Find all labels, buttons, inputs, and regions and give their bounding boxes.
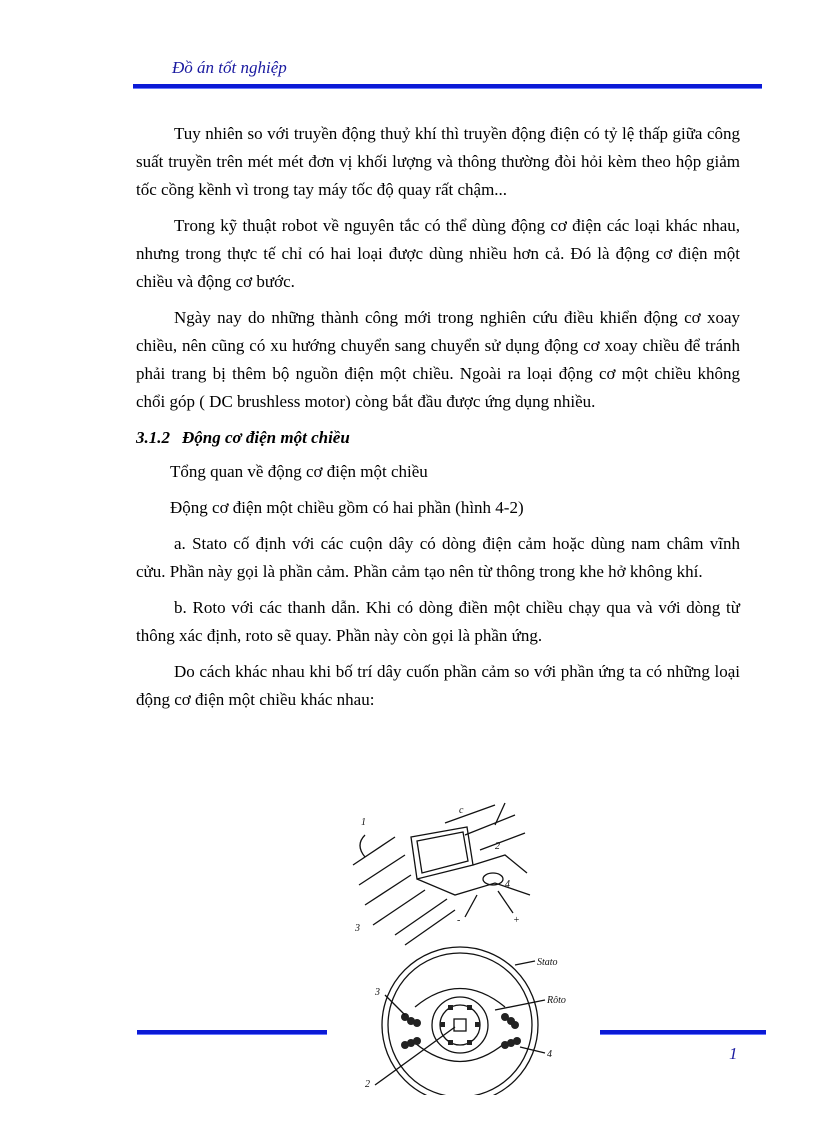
figure-label: - <box>457 915 461 926</box>
brush <box>465 895 477 917</box>
flux-arrow <box>365 875 411 905</box>
section-number: 3.1.2 <box>136 428 170 447</box>
figure-label: 3 <box>355 923 360 934</box>
paragraph: Do cách khác nhau khi bố trí dây cuốn phần cảm so với phần ứng ta có những loại động cơ điện một chiều khác nhau: <box>136 662 740 709</box>
lead-wire <box>473 855 527 873</box>
coil-inner <box>417 832 468 873</box>
pole-shoe <box>415 989 505 1008</box>
header-rule <box>133 84 762 89</box>
paragraph: Ngày nay do những thành công mới trong nghiên cứu điều khiển động cơ xoay chiều, nên cũng có xu hướng chuyển sang chuyển sử dụng động cơ xoay chiều để tránh phải trang bị thêm bộ nguồn điện một chiều. Ngoài ra loại động cơ một chiều không chổi góp ( DC brushless motor) còng bắt đầu được ứng dụng nhiều. <box>136 308 740 411</box>
paragraph: Trong kỹ thuật robot về nguyên tắc có thể dùng động cơ điện các loại khác nhau, nhưng trong thực tế chỉ có hai loại được dùng nhiều hơn cả. Đó là động cơ điện một chiều và động cơ bước. <box>136 216 740 291</box>
paragraph: b. Roto với các thanh dẫn. Khi có dòng điền một chiều chạy qua và với dòng từ thông xác định, roto sẽ quay. Phần này còn gọi là phần ứng. <box>136 598 740 645</box>
section-heading <box>136 424 740 452</box>
figure-label: Rôto <box>547 995 566 1006</box>
paragraph: Tuy nhiên so với truyền động thuỷ khí thì truyền động điện có tỷ lệ thấp giữa công suất truyền trên mét mét đơn vị khối lượng và thông thường đòi hỏi kèm theo hộp giảm tốc cồng kềnh vì trong tay máy tốc độ quay rất chậm... <box>136 124 740 199</box>
flux-arrow <box>445 805 495 823</box>
figure-label: 4 <box>505 879 510 890</box>
figure-label: c <box>459 805 464 816</box>
page-number: 1 <box>729 1044 738 1063</box>
figure-label: 2 <box>495 841 500 852</box>
section-title: Động cơ điện một chiều <box>182 428 350 447</box>
figure-label: 2 <box>365 1079 370 1090</box>
paragraph: Tổng quan về động cơ điện một chiều <box>170 462 428 481</box>
leader-line <box>385 995 405 1015</box>
figure-label: + <box>513 915 520 926</box>
figure-label: 1 <box>361 817 366 828</box>
figure-label: 4 <box>547 1049 552 1060</box>
flux-arrow <box>405 910 455 945</box>
lead-wire <box>417 879 530 895</box>
motor-diagram-figure <box>345 795 585 1095</box>
leader-line <box>515 961 535 965</box>
footer-rule-right <box>600 1030 766 1035</box>
flux-arrow <box>353 837 395 865</box>
rotor-core <box>440 1005 480 1045</box>
paragraph: Động cơ điện một chiều gồm có hai phần (hình 4-2) <box>170 498 524 517</box>
shaft <box>454 1019 466 1031</box>
document-header-title: Đồ án tốt nghiệp <box>172 58 287 77</box>
paragraph: a. Stato cố định với các cuộn dây có dòng điện cảm hoặc dùng nam châm vĩnh cửu. Phần này gọi là phần cảm. Phần cảm tạo nên từ thông trong khe hở không khí. <box>136 534 740 581</box>
flux-arrow <box>359 855 405 885</box>
brush <box>498 891 513 913</box>
figure-label: 3 <box>375 987 380 998</box>
flux-arrow <box>465 815 515 835</box>
figure-label: Stato <box>537 957 558 968</box>
rotation-arrow-icon <box>360 835 365 857</box>
body-text <box>136 120 740 722</box>
flux-arrow <box>480 833 525 850</box>
footer-rule-left <box>137 1030 327 1035</box>
leader-line <box>375 1027 455 1085</box>
